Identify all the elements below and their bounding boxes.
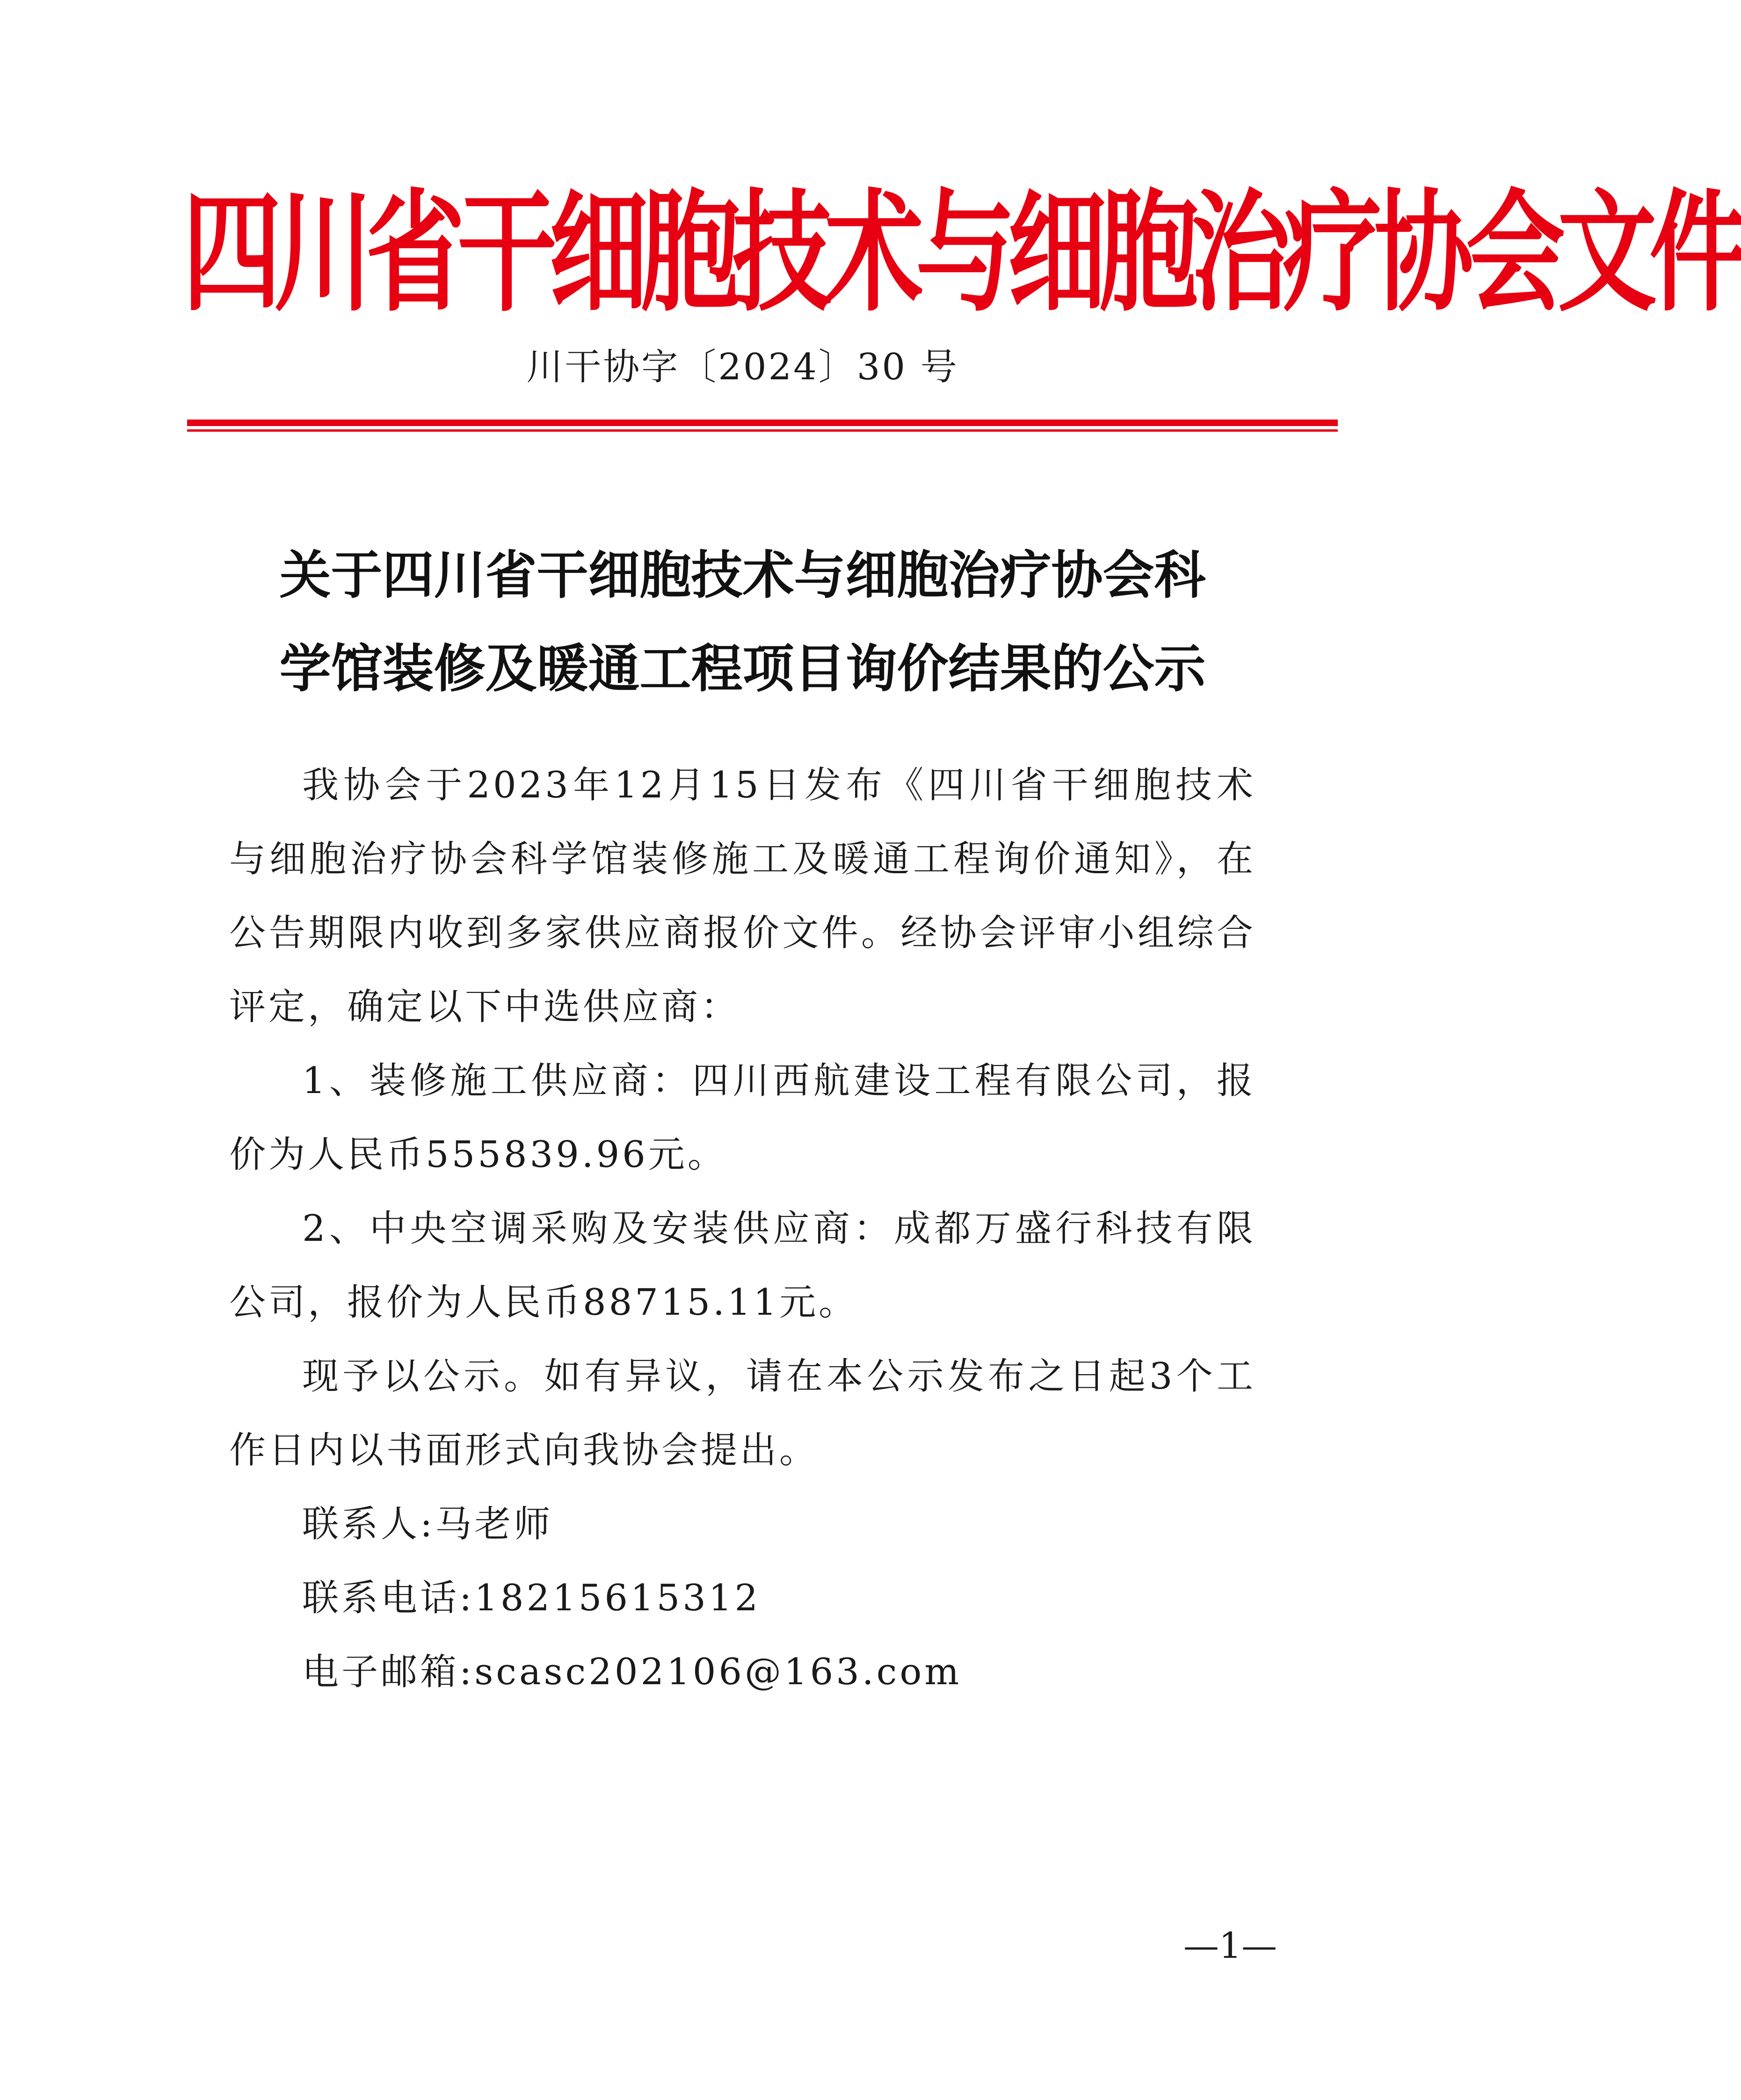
red-divider-thin — [187, 429, 1338, 432]
title-line-1: 关于四川省干细胞技术与细胞治疗协会科 — [279, 545, 1206, 605]
paragraph-intro: 我协会于2023年12月15日发布《四川省干细胞技术与细胞治疗协会科学馆装修施工及暖通工程询价通知》，在公告期限内收到多家供应商报价文件。经协会评审小组综合评定，确定以下中选供应商： — [229, 764, 1256, 1028]
title-line-2: 学馆装修及暖通工程项目询价结果的公示 — [279, 638, 1206, 699]
organization-masthead: 四川省干细胞技术与细胞治疗协会文件 — [182, 175, 1741, 329]
document-body — [229, 748, 1256, 1709]
document-number: 川干协字〔2024〕30 号 — [526, 346, 959, 388]
document-title — [196, 529, 1289, 716]
paragraph-notice: 现予以公示。如有异议，请在本公示发布之日起3个工作日内以书面形式向我协会提出。 — [229, 1355, 1256, 1471]
contact-person: 联系人:马老师 — [302, 1503, 553, 1545]
paragraph-supplier-2: 2、中央空调采购及安装供应商：成都万盛行科技有限公司，报价为人民币88715.11元。 — [229, 1208, 1256, 1324]
paragraph-supplier-1: 1、装修施工供应商：四川西航建设工程有限公司，报价为人民币555839.96元。 — [229, 1060, 1256, 1176]
contact-email: 电子邮箱:scasc202106@163.com — [302, 1651, 962, 1693]
red-divider-thick — [187, 420, 1338, 426]
page-number: —1— — [1183, 1925, 1277, 1966]
contact-phone: 联系电话:18215615312 — [302, 1577, 761, 1619]
